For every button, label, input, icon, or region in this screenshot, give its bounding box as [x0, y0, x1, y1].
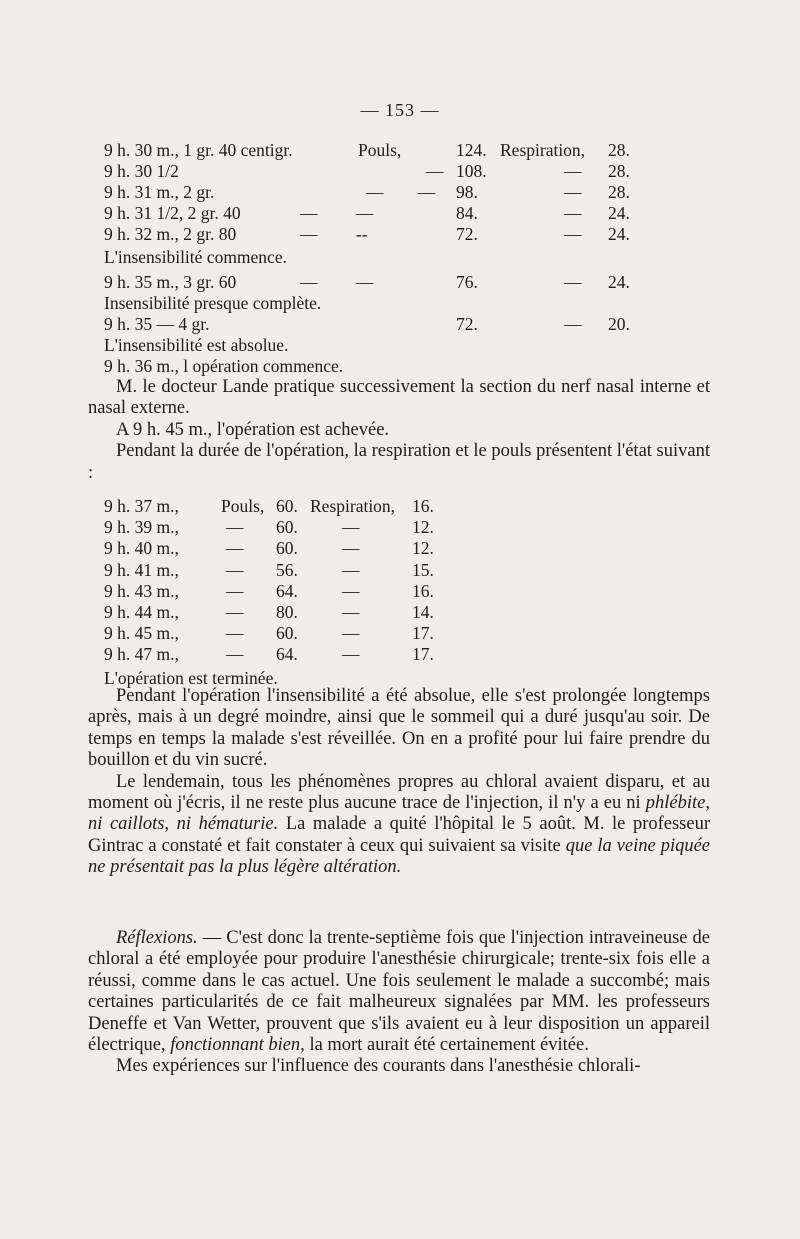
paragraph: M. le docteur Lande pratique successivement la section du nerf nasal interne et nasal externe.	[88, 377, 710, 419]
pouls-value: 56.	[276, 559, 298, 580]
pulse-row	[104, 602, 464, 623]
pouls-label: — —	[300, 203, 374, 223]
pouls-value: 60.	[276, 496, 298, 516]
pouls-value: 64.	[276, 580, 298, 601]
pulse-time: 9 h. 45 m.,	[104, 623, 179, 644]
italic-run: fonctionnant bien,	[170, 1035, 305, 1056]
paragraph: Pendant l'opération l'insensibilité a été absolue, elle s'est prolongée longtemps après, mais à un degré moindre, ainsi que le sommeil qui a duré jusqu'au soir. De temps en temps la malade s'est réveillée. On en a profité pour lui faire prendre du bouillon et du vin sucré.	[88, 686, 710, 771]
resp-value: 28.	[608, 161, 630, 181]
pulse-row	[104, 496, 464, 517]
resp-value: 16.	[412, 580, 434, 601]
paragraph: Pendant la durée de l'opération, la respiration et le pouls présentent l'état suivant :	[88, 441, 710, 483]
paragraph: A 9 h. 45 m., l'opération est achevée.	[116, 419, 390, 440]
resp-label: —	[564, 224, 582, 244]
pouls-label: —	[226, 559, 244, 580]
pouls-label: —	[226, 538, 244, 559]
pouls-label: —	[426, 161, 444, 181]
resp-value: 17.	[412, 623, 434, 644]
resp-label: —	[342, 623, 360, 644]
record-row	[104, 182, 630, 203]
pouls-label: —	[226, 644, 244, 665]
record-row	[104, 272, 630, 293]
resp-label: —	[564, 314, 582, 334]
pulse-row	[104, 517, 464, 538]
pouls-label: —	[226, 580, 244, 601]
resp-label: —	[342, 538, 360, 559]
resp-value: 16.	[412, 496, 434, 516]
italic-run: phlébite,	[645, 793, 710, 814]
pouls-label: —	[226, 623, 244, 644]
pouls-label: Pouls,	[221, 496, 265, 516]
resp-label: —	[342, 580, 360, 601]
resp-value: 20.	[608, 314, 630, 334]
resp-value: 15.	[412, 559, 434, 580]
pouls-value: 108.	[456, 161, 487, 181]
followup-paragraphs	[88, 686, 710, 879]
pouls-label: Pouls,	[358, 140, 402, 160]
italic-run: ni hématurie.	[176, 814, 279, 835]
resp-label: —	[564, 203, 582, 223]
record-time: 9 h. 31 m., 2 gr.	[104, 182, 215, 202]
resp-label: —	[564, 182, 582, 202]
pouls-value: 72.	[456, 314, 478, 334]
record-time: 9 h. 30 1/2	[104, 161, 179, 181]
pouls-value: 76.	[456, 272, 478, 292]
record-note: 9 h. 36 m., l opération commence.	[104, 356, 344, 376]
record-row	[104, 314, 630, 335]
pulse-row	[104, 623, 464, 644]
pulse-time: 9 h. 43 m.,	[104, 580, 179, 601]
italic-run: Réflexions.	[116, 928, 198, 948]
italic-run: ni caillots,	[88, 814, 170, 835]
resp-value: 17.	[412, 644, 434, 665]
anesthesia-record-table	[104, 140, 630, 377]
resp-value: 28.	[608, 182, 630, 202]
pulse-respiration-table	[104, 496, 464, 689]
resp-value: 24.	[608, 224, 630, 244]
pouls-value: 64.	[276, 644, 298, 665]
text-run: La malade a quité l'hôpital le 5 août. M. le professeur Gintrac a constaté et fait constater à ceux qui suivaient sa visite	[88, 814, 711, 856]
text-run: la mort aurait été certainement évitée.	[309, 1035, 589, 1056]
resp-label: Respiration,	[500, 140, 586, 160]
pouls-label: —	[226, 517, 244, 538]
pouls-value: 124.	[456, 140, 487, 160]
resp-value: 12.	[412, 538, 434, 559]
record-time: 9 h. 35 m., 3 gr. 60	[104, 272, 237, 292]
pouls-value: 72.	[456, 224, 478, 244]
pouls-value: 60.	[276, 538, 298, 559]
page-number: — 153 —	[360, 100, 440, 120]
resp-label: —	[342, 517, 360, 538]
resp-value: 24.	[608, 203, 630, 223]
pouls-value: 80.	[276, 601, 298, 622]
pouls-label: —	[226, 601, 244, 622]
record-row	[104, 203, 630, 224]
record-note: Insensibilité presque complète.	[104, 293, 322, 313]
pouls-label: — --	[300, 224, 368, 244]
pouls-value: 84.	[456, 203, 478, 223]
pouls-label: — —	[366, 182, 436, 202]
record-row	[104, 161, 630, 182]
operation-paragraphs	[88, 377, 710, 484]
text-run: — C'est donc la trente-septième fois que l'injection intraveineuse de chloral a été employée pour produire l'anesthésie chirurgicale; trente-six fois elle a réussi, comme dans le cas actuel. Une fois seulement le malade a succombé; mais certaines particularités de ce fait malheureux signalées par MM. les professeurs Deneffe et Van Wetter, prouvent que s'ils avaient eu à leur disposition un appareil électrique,	[88, 928, 710, 1056]
resp-label: Respiration,	[310, 496, 396, 516]
paragraph	[88, 928, 710, 1056]
record-note: L'insensibilité commence.	[104, 247, 287, 267]
resp-label: —	[564, 161, 582, 181]
record-note: L'opération est terminée.	[104, 667, 278, 688]
resp-label: —	[564, 272, 582, 292]
paragraph	[88, 772, 710, 879]
reflections-paragraphs	[88, 928, 710, 1078]
pulse-time: 9 h. 37 m.,	[104, 496, 179, 516]
pulse-row	[104, 560, 464, 581]
record-time: 9 h. 35 — 4 gr.	[104, 314, 210, 334]
record-time: 9 h. 32 m., 2 gr. 80	[104, 224, 237, 244]
pulse-time: 9 h. 39 m.,	[104, 517, 179, 538]
record-time: 9 h. 30 m., 1 gr. 40 centigr.	[104, 140, 293, 160]
resp-value: 12.	[412, 517, 434, 538]
italic-run: que la veine piquée ne présentait pas la plus légère altération.	[88, 835, 711, 878]
pulse-time: 9 h. 44 m.,	[104, 601, 179, 622]
pulse-time: 9 h. 41 m.,	[104, 559, 179, 580]
pouls-value: 98.	[456, 182, 478, 202]
resp-value: 14.	[412, 601, 434, 622]
resp-label: —	[342, 601, 360, 622]
pouls-label: — —	[300, 272, 374, 292]
resp-label: —	[342, 559, 360, 580]
pulse-time: 9 h. 47 m.,	[104, 644, 179, 665]
resp-value: 28.	[608, 140, 630, 160]
paragraph: Mes expériences sur l'influence des courants dans l'anesthésie chlorali-	[116, 1056, 641, 1077]
record-row	[104, 140, 630, 161]
pulse-time: 9 h. 40 m.,	[104, 538, 179, 559]
text-run: Le lendemain, tous les phénomènes propres au chloral avaient disparu, et au moment où j'écris, il ne reste plus aucune trace de l'injection, il n'y a eu ni	[88, 771, 710, 814]
resp-value: 24.	[608, 272, 630, 292]
record-row	[104, 224, 630, 245]
pulse-row	[104, 581, 464, 602]
resp-label: —	[342, 644, 360, 665]
pouls-value: 60.	[276, 517, 298, 538]
record-note: L'insensibilité est absolue.	[104, 335, 289, 355]
pulse-row	[104, 538, 464, 559]
record-time: 9 h. 31 1/2, 2 gr. 40	[104, 203, 241, 223]
pouls-value: 60.	[276, 623, 298, 644]
pulse-row	[104, 644, 464, 665]
